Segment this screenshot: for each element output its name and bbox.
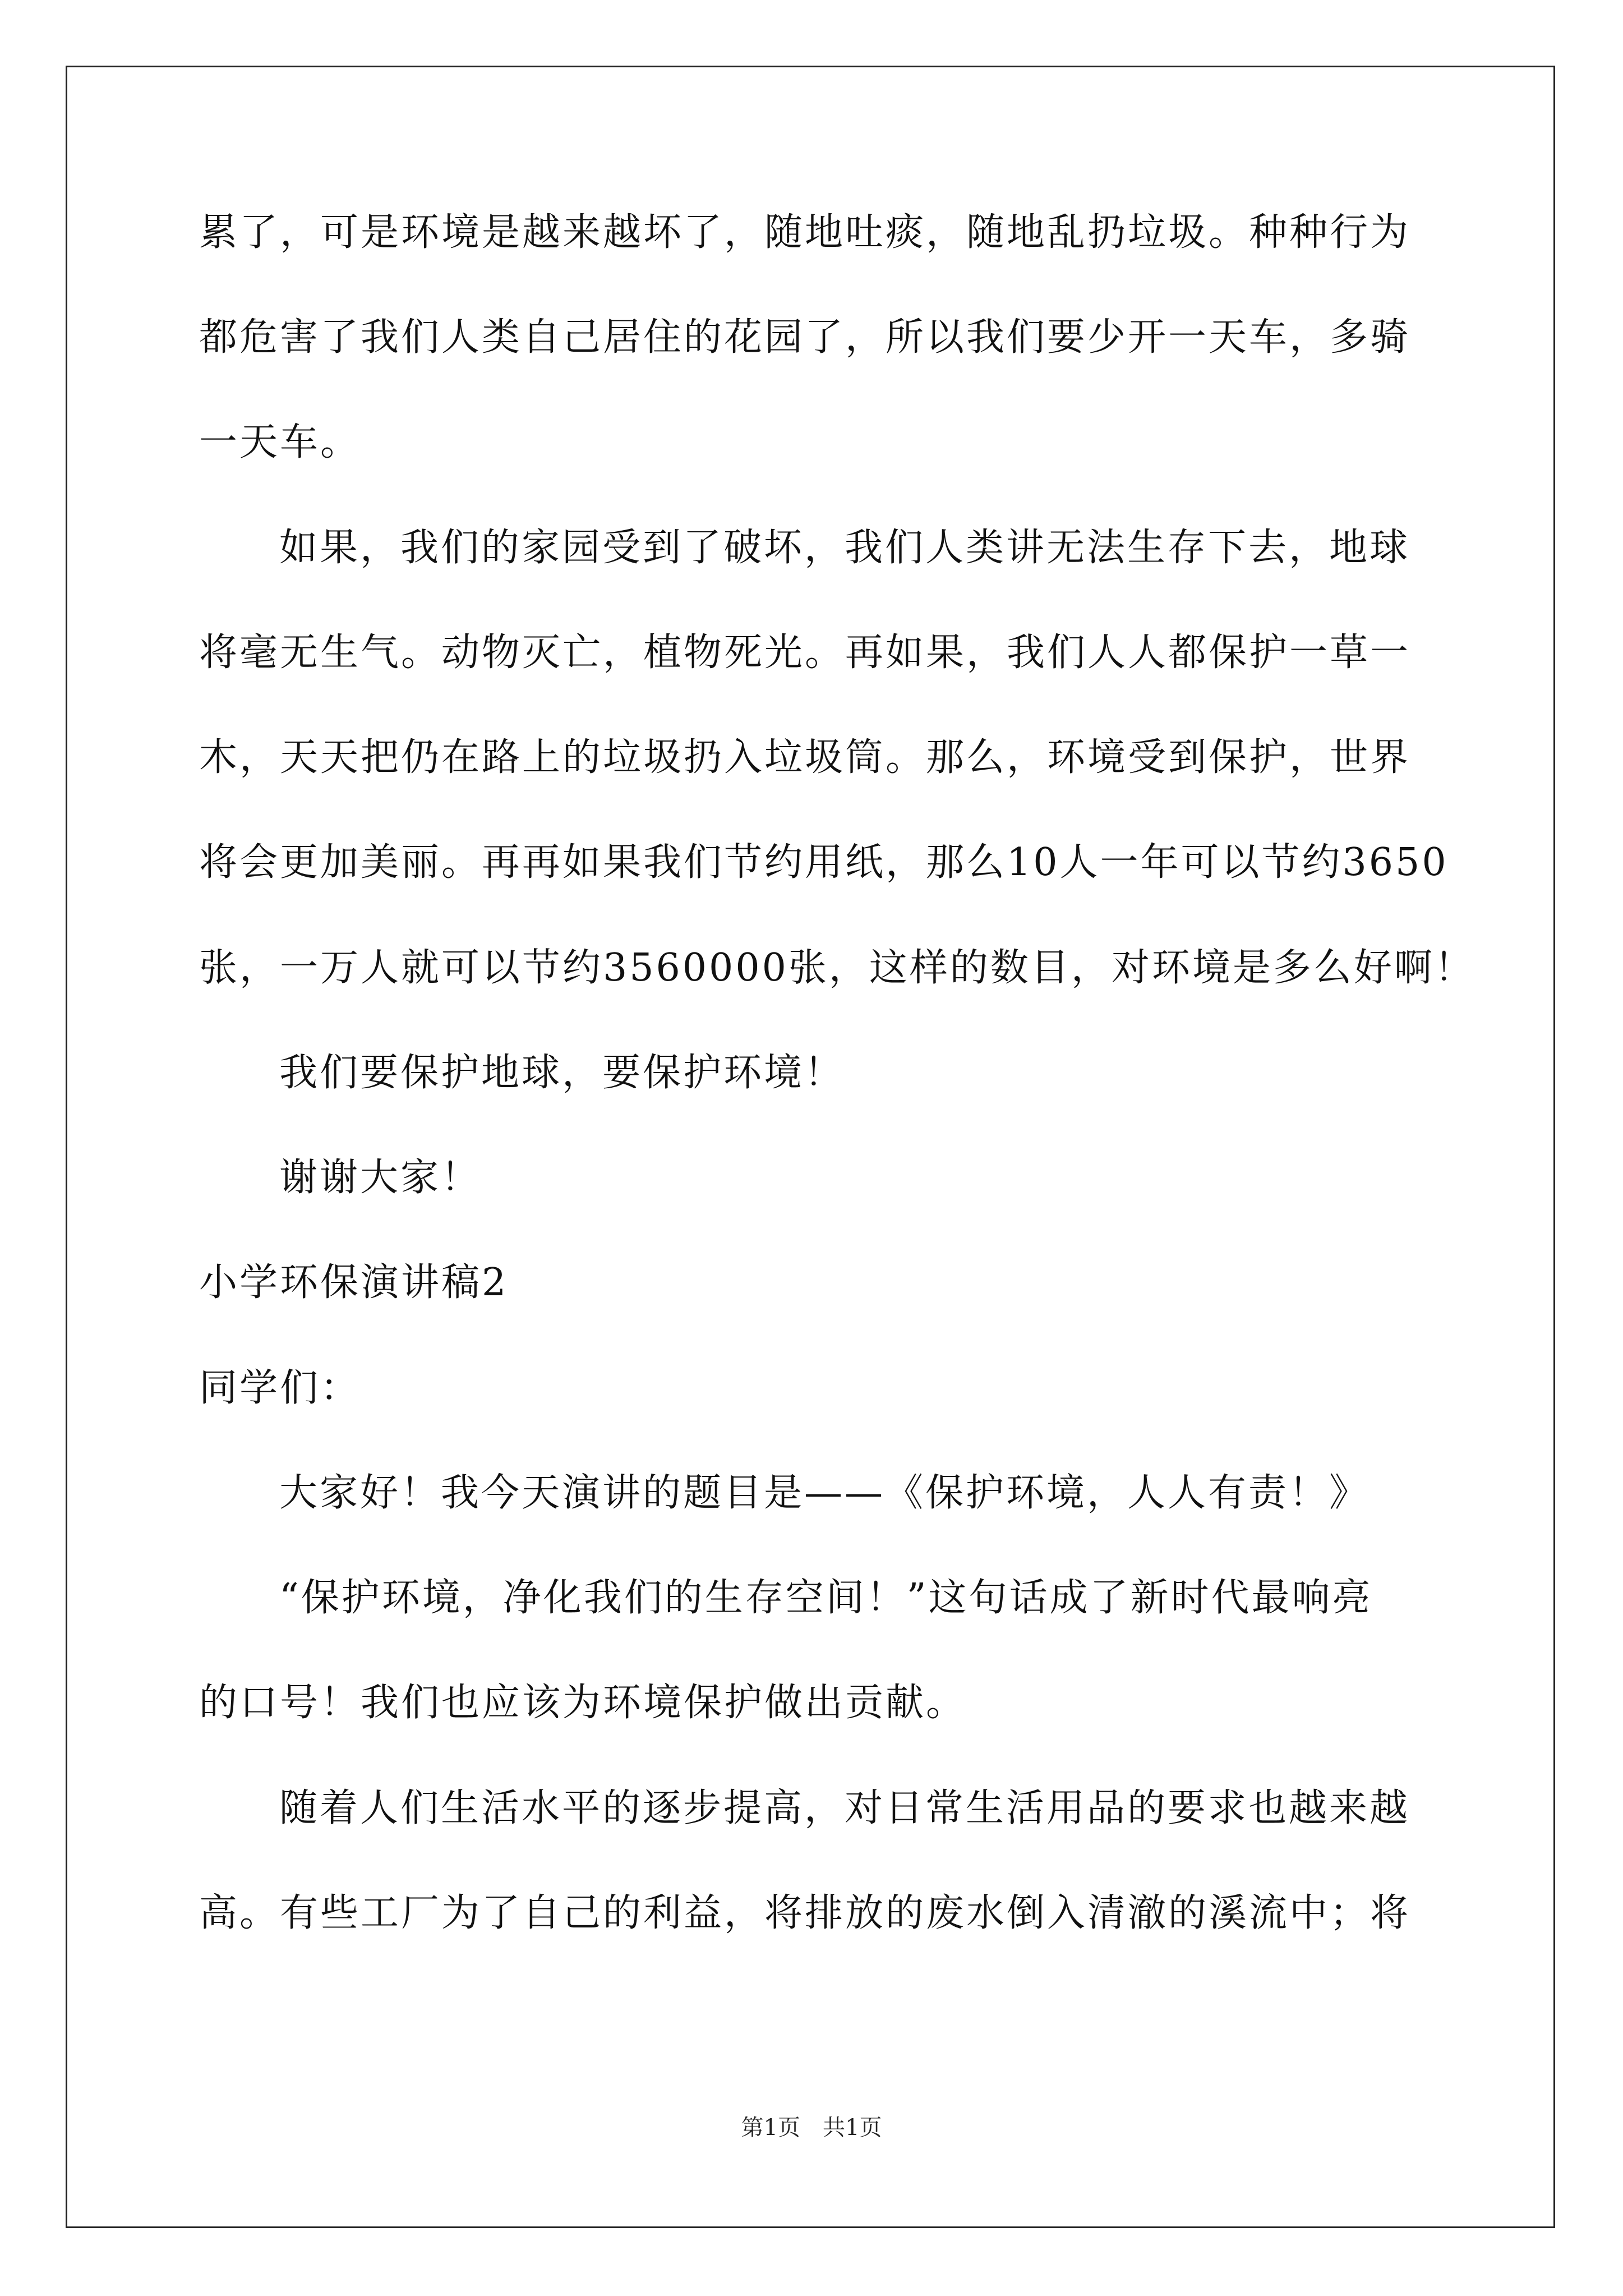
- text-line-2: 都危害了我们人类自己居住的花园了，所以我们要少开一天车，多骑: [199, 315, 1411, 360]
- text-line-7: 将会更加美丽。再再如果我们节约用纸，那么10人一年可以节约3650: [199, 840, 1449, 885]
- text-line-9: 我们要保护地球，要保护环境！: [279, 1051, 845, 1095]
- text-line-4: 如果，我们的家园受到了破坏，我们人类讲无法生存下去，地球: [279, 526, 1410, 570]
- text-line-3: 一天车。: [199, 420, 361, 464]
- text-line-6: 木，天天把仍在路上的垃圾扔入垃圾筒。那么，环境受到保护，世界: [199, 735, 1411, 780]
- text-line-5: 将毫无生气。动物灭亡，植物死光。再如果，我们人人都保护一草一: [199, 631, 1411, 675]
- text-line-16: 随着人们生活水平的逐步提高，对日常生活用品的要求也越来越: [279, 1786, 1410, 1830]
- text-line-8: 张，一万人就可以节约3560000张，这样的数目，对环境是多么好啊！: [199, 946, 1475, 990]
- section-heading: 小学环保演讲稿2: [199, 1260, 509, 1305]
- text-line-10: 谢谢大家！: [279, 1156, 482, 1200]
- text-line-15: 的口号！我们也应该为环境保护做出贡献。: [199, 1681, 967, 1725]
- salutation: 同学们：: [199, 1366, 361, 1410]
- text-line-1: 累了，可是环境是越来越坏了，随地吐痰，随地乱扔垃圾。种种行为: [199, 210, 1411, 255]
- text-line-14: “保护环境，净化我们的生存空间！”这句话成了新时代最响亮: [279, 1576, 1373, 1620]
- text-line-13: 大家好！我今天演讲的题目是——《保护环境，人人有责！》: [279, 1471, 1370, 1515]
- page-footer: 第1页 共1页: [741, 2115, 882, 2141]
- text-line-17: 高。有些工厂为了自己的利益，将排放的废水倒入清澈的溪流中；将: [199, 1891, 1411, 1935]
